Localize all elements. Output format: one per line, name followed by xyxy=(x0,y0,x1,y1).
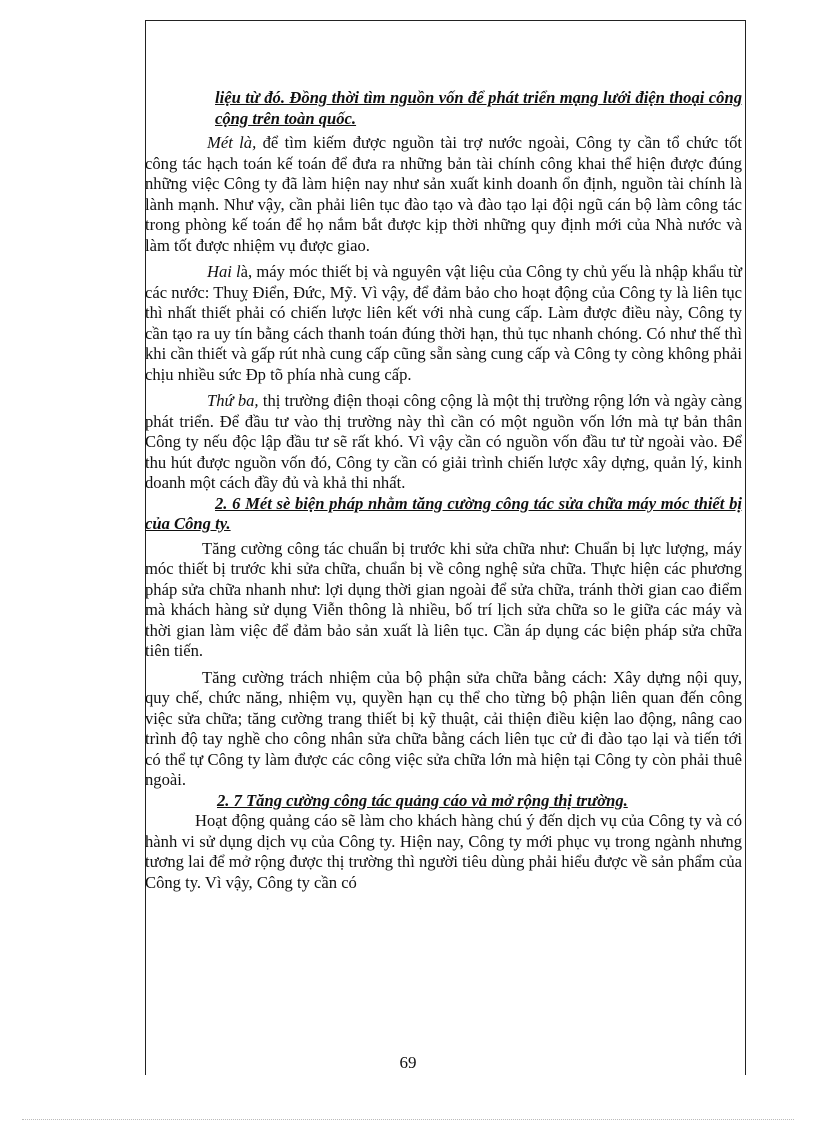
section-heading-2-7: 2. 7 Tăng cường công tác quảng cáo và mở rộng thị trường. xyxy=(217,790,628,810)
paragraph-5: Tăng cường trách nhiệm của bộ phận sửa chữa bằng cách: Xây dựng nội quy, quy chế, chức năng, nhiệm vụ, quyền hạn cụ thể cho từng bộ phận liên quan đến công việc sửa chữa; tăng cường trang thiết bị kỹ thuật, cải thiện điều kiện lao động, nâng cao trình độ tay nghề cho công nhân sửa chữa bằng cách liên tục cử đi đào tạo lại và tiến tới có thể tự Công ty làm được các công việc sửa chữa lớn mà hiện tại Công ty còn phải thuê ngoài. xyxy=(145,667,742,789)
frame-line-right xyxy=(745,20,746,1075)
page-bottom-border xyxy=(22,1119,794,1120)
paragraph-2-text: à, máy móc thiết bị và nguyên vật liệu của Công ty chủ yếu là nhập khẩu từ các nước: Thuỵ Điển, Đức, Mỹ. Vì vậy, để đảm bảo cho hoạt động của Công ty là liên tục thì nhất thiết phải có chiến lược liên kết với nhà cung cấp. Làm được điều này, Công ty cần tạo ra uy tín bằng cách thanh toán đúng thời hạn, thủ tục nhanh chóng. Có như thế thì khi cần thiết và gấp rút nhà cung cấp cũng sẵn sàng cung cấp và Công ty còng không phải chịu nhiều sức Ðp tõ phía nhà cung cấp. xyxy=(145,262,742,384)
paragraph-3 xyxy=(145,391,742,494)
paragraph-6: Hoạt động quảng cáo sẽ làm cho khách hàng chú ý đến dịch vụ của Công ty và có hành vi sử dụng dịch vụ của Công ty. Hiện nay, Công ty mới phục vụ trong ngành nhưng tương lai để mở rộng được thị trường thì người tiêu dùng phải hiểu được về sản phẩm của Công ty. Vì vậy, Công ty cần có xyxy=(145,811,742,892)
paragraph-1 xyxy=(145,133,742,256)
continued-heading: liệu từ đó. Đồng thời tìm nguồn vốn để phát triển mạng lưới điện thoại công cộng trên toàn quốc. xyxy=(215,88,742,128)
paragraph-1-text: để tìm kiếm được nguồn tài trợ nước ngoài, Công ty cần tổ chức tốt công tác hạch toán kế toán để đưa ra những bản tài chính công khai thể hiện được đúng những việc Công ty đã làm hiện nay như sản xuất kinh doanh ổn định, nguồn tài chính là lành mạnh. Như vậy, cần phải liên tục đào tạo và đào tạo lại đội ngũ cán bộ làm công tác trong phòng kế toán để họ nắm bắt được kịp thời những quy định mới của Nhà nước và làm tốt được nhiệm vụ được giao. xyxy=(145,133,742,255)
paragraph-2 xyxy=(145,262,742,385)
frame-line-top xyxy=(145,20,745,21)
section-heading-2-6: 2. 6 Mét sè biện pháp nhằm tăng cường công tác sửa chữa máy móc thiết bị của Công ty. xyxy=(145,493,742,533)
paragraph-1-lead: Mét là, xyxy=(207,133,257,152)
paragraph-2-lead: Hai l xyxy=(207,262,241,281)
paragraph-4: Tăng cường công tác chuẩn bị trước khi sửa chữa như: Chuẩn bị lực lượng, máy móc thiết bị trước khi sửa chữa, chuẩn bị về công nghệ sửa chữa. Thực hiện các phương pháp sửa chữa nhanh như: lợi dụng thời gian ngoài để sửa chữa, tránh thời gian cao điểm mà khách hàng sử dụng Viễn thông là nhiều, bố trí lịch sửa chữa so le giữa các máy và thời gian làm việc để đảm bảo sản xuất là liên tục. Cần áp dụng các biện pháp sửa chữa tiên tiến. xyxy=(145,538,742,660)
paragraph-3-text: thị trường điện thoại công cộng là một thị trường rộng lớn và ngày càng phát triển. Để đầu tư vào thị trường này thì cần có một nguồn vốn lớn mà tự bản thân Công ty nếu độc lập đầu tư sẽ rất khó. Vì vậy cần có nguồn vốn đầu tư từ ngoài vào. Để thu hút được nguồn vốn đó, Công ty cần có giải trình chiến lược xây dựng, quản lý, kinh doanh một cách đầy đủ và khả thi nhất. xyxy=(145,391,742,492)
paragraph-3-lead: Thứ ba, xyxy=(207,391,259,410)
page-number: 69 xyxy=(399,1053,417,1072)
document-body xyxy=(145,88,742,893)
